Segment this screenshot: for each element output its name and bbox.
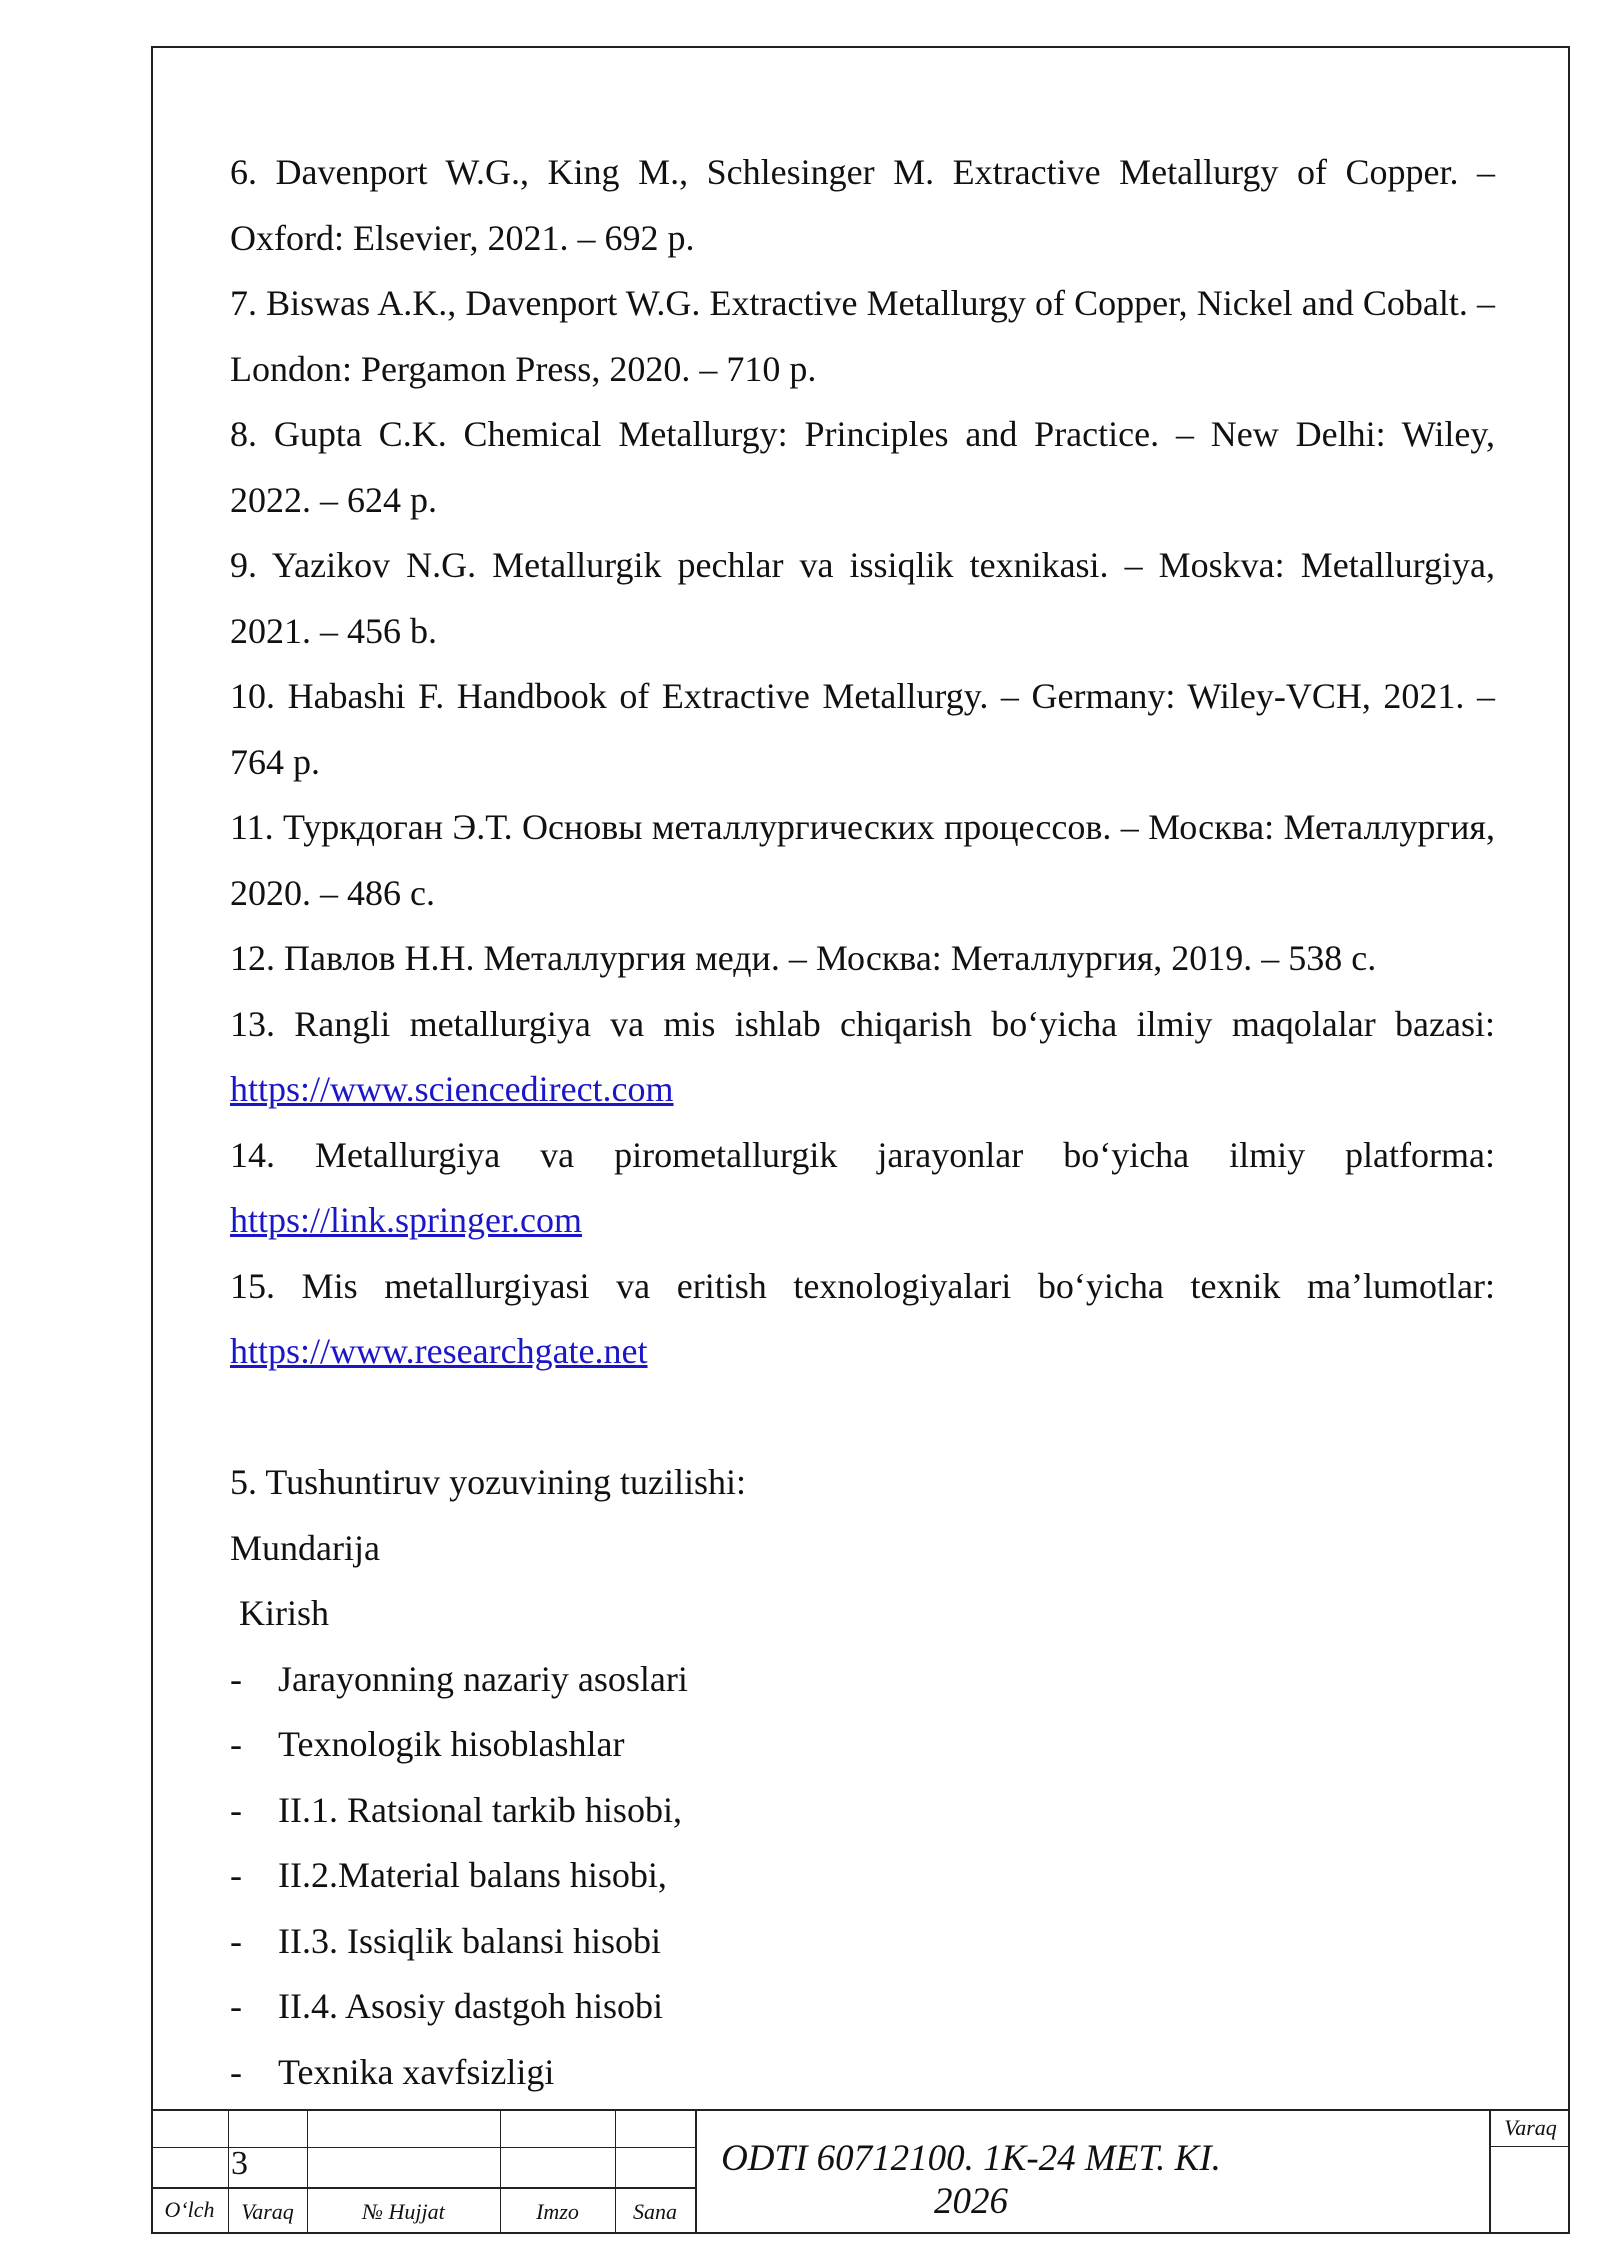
spacer [230, 1385, 1495, 1451]
reference-item: 9. Yazikov N.G. Metallurgik pechlar va issiqlik texnikasi. – Moskva: Metallurgiya, 2021. – 456 b. [230, 545, 1495, 651]
list-dash: - [230, 1789, 242, 1830]
list-dash: - [230, 1986, 242, 2026]
structure-item: - II.4. Asosiy dastgoh hisobi [230, 1974, 1495, 2040]
label-imzo: Imzo [536, 2199, 579, 2224]
intro-item: Kirish [230, 1593, 329, 1633]
reference-link-sciencedirect[interactable]: https://www.sciencedirect.com [230, 1069, 674, 1109]
structure-item: - Jarayonning nazariy asoslari [230, 1647, 1495, 1713]
list-dash: - [230, 1855, 242, 1895]
label-varaq-sheet: Varaq [1504, 2115, 1557, 2140]
list-dash: - [230, 1658, 242, 1699]
list-dash: - [230, 1920, 242, 1961]
reference-item: 6. Davenport W.G., King M., Schlesinger M. Extractive Metallurgy of Copper. – Oxford: Elsevier, 2021. – 692 p. [230, 152, 1495, 258]
structure-item: - II.1. Ratsional tarkib hisobi, [230, 1778, 1495, 1844]
title-block-rule [151, 2187, 695, 2189]
reference-item: 8. Gupta C.K. Chemical Metallurgy: Principles and Practice. – New Delhi: Wiley, 2022. – 624 p. [230, 414, 1495, 520]
page-content [230, 140, 1495, 2105]
title-block-rule [1489, 2146, 1570, 2147]
reference-item: 7. Biswas A.K., Davenport W.G. Extractive Metallurgy of Copper, Nickel and Cobalt. – London: Pergamon Press, 2020. – 710 p. [230, 283, 1495, 389]
structure-section [230, 1450, 1495, 2105]
section-heading: 5. Tushuntiruv yozuvining tuzilishi: [230, 1462, 747, 1502]
structure-item: - II.2.Material balans hisobi, [230, 1843, 1495, 1909]
reference-item: 13. Rangli metallurgiya va mis ishlab chiqarish boʻyicha ilmiy maqolalar bazasi: https://www.sciencedirect.com [230, 1003, 1495, 1109]
sheet-number: 3 [231, 2145, 248, 2182]
label-varaq: Varaq [241, 2199, 294, 2224]
reference-list [230, 140, 1495, 1385]
list-dash: - [230, 1724, 242, 1764]
list-dash: - [230, 2051, 242, 2092]
reference-link-springer[interactable]: https://link.springer.com [230, 1200, 582, 1240]
reference-item: 11. Туркдоган Э.Т. Основы металлургических процессов. – Москва: Металлургия, 2020. – 486 с. [230, 807, 1495, 913]
label-hujjat: № Hujjat [362, 2199, 445, 2224]
title-block-border [151, 2109, 1570, 2111]
reference-item: 15. Mis metallurgiyasi va eritish texnologiyalari boʻyicha texnik ma’lumotlar: https://www.researchgate.net [230, 1265, 1495, 1371]
structure-item: - Texnika xavfsizligi [230, 2040, 1495, 2106]
structure-item: - Texnologik hisoblashlar [230, 1712, 1495, 1778]
structure-item: - II.3. Issiqlik balansi hisobi [230, 1909, 1495, 1975]
label-olch: O‘lch [164, 2197, 215, 2222]
reference-item: 10. Habashi F. Handbook of Extractive Metallurgy. – Germany: Wiley-VCH, 2021. – 764 p. [230, 676, 1495, 782]
reference-item: 12. Павлов Н.Н. Металлургия меди. – Москва: Металлургия, 2019. – 538 с. [230, 938, 1377, 978]
reference-link-researchgate[interactable]: https://www.researchgate.net [230, 1331, 648, 1371]
reference-item: 14. Metallurgiya va pirometallurgik jarayonlar boʻyicha ilmiy platforma: https://link.springer.com [230, 1134, 1495, 1240]
document-code: ODTI 60712100. 1K-24 MET. KI. 2026 [721, 2138, 1221, 2222]
title-block [151, 2109, 1570, 2234]
contents-title: Mundarija [230, 1527, 380, 1568]
label-sana: Sana [633, 2199, 677, 2224]
